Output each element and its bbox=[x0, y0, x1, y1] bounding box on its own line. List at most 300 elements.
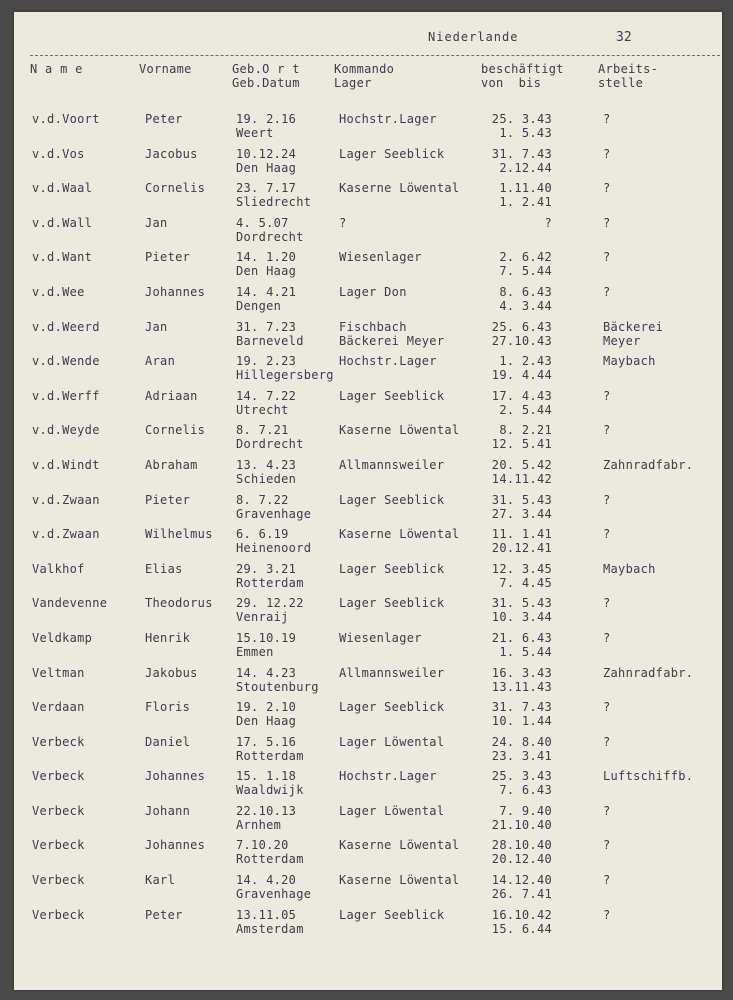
cell-camp-camp: Kaserne Löwental bbox=[339, 181, 460, 196]
cell-birth-info bbox=[236, 285, 296, 313]
cell-birth-info bbox=[236, 527, 311, 555]
cell-first-name-first: Johannes bbox=[145, 838, 206, 853]
cell-employment-dates-to: 7. 4.45 bbox=[499, 575, 552, 590]
cell-birth-info-birth-date: 14. 4.21 bbox=[236, 284, 297, 299]
cell-birth-info-birth-date: 10.12.24 bbox=[236, 146, 297, 161]
cell-birth-info-birth-place: Schieden bbox=[236, 471, 297, 486]
cell-workplace-work: ? bbox=[603, 423, 611, 438]
cell-workplace bbox=[603, 873, 611, 887]
cell-workplace-work: ? bbox=[603, 527, 611, 542]
cell-workplace bbox=[603, 838, 611, 852]
cell-employment-dates-to: 7. 6.43 bbox=[499, 783, 552, 798]
cell-birth-info-birth-date: 14. 4.20 bbox=[236, 873, 297, 888]
cell-birth-info-birth-date: 8. 7.21 bbox=[236, 423, 289, 438]
cell-camp-camp: Lager Seeblick bbox=[339, 146, 445, 161]
cell-birth-info-birth-place: Stoutenburg bbox=[236, 679, 319, 694]
cell-employment-dates-from: ? bbox=[544, 215, 552, 230]
cell-employment-dates-from: 16.10.42 bbox=[491, 907, 552, 922]
cell-workplace-work: ? bbox=[603, 700, 611, 715]
cell-birth-info-birth-place: Dordrecht bbox=[236, 229, 304, 244]
cell-birth-info-birth-place: Barneveld bbox=[236, 333, 304, 348]
cell-surname bbox=[32, 493, 100, 507]
table-row bbox=[0, 423, 733, 458]
cell-first-name bbox=[145, 216, 168, 230]
cell-employment-dates-from: 25. 3.43 bbox=[491, 769, 552, 784]
cell-first-name-first: Peter bbox=[145, 907, 183, 922]
table-row bbox=[0, 216, 733, 251]
cell-employment-dates-to: 4. 3.44 bbox=[499, 298, 552, 313]
cell-camp-camp: ? bbox=[339, 215, 347, 230]
cell-employment-dates bbox=[482, 562, 552, 590]
cell-workplace bbox=[603, 250, 611, 264]
cell-camp-camp: Allmannsweiler bbox=[339, 665, 445, 680]
cell-employment-dates-from: 14.12.40 bbox=[491, 873, 552, 888]
cell-birth-info bbox=[236, 147, 296, 175]
cell-first-name bbox=[145, 735, 190, 749]
cell-employment-dates-from: 28.10.40 bbox=[491, 838, 552, 853]
cell-employment-dates-to: 20.12.40 bbox=[491, 852, 552, 867]
cell-workplace-work: ? bbox=[603, 215, 611, 230]
cell-camp bbox=[339, 527, 459, 541]
cell-employment-dates-to: 10. 3.44 bbox=[491, 610, 552, 625]
column-header-first-name: Vorname bbox=[139, 62, 192, 76]
cell-birth-info-birth-place: Dordrecht bbox=[236, 437, 304, 452]
cell-birth-info bbox=[236, 769, 304, 797]
table-row bbox=[0, 181, 733, 216]
cell-camp-camp: Lager Seeblick bbox=[339, 492, 445, 507]
cell-workplace bbox=[603, 216, 611, 230]
cell-surname bbox=[32, 389, 100, 403]
cell-birth-info bbox=[236, 804, 296, 832]
cell-first-name-first: Pieter bbox=[145, 492, 191, 507]
cell-camp-camp: Lager Seeblick bbox=[339, 700, 445, 715]
cell-birth-info-birth-date: 6. 6.19 bbox=[236, 527, 289, 542]
cell-employment-dates-from: 12. 3.45 bbox=[491, 561, 552, 576]
cell-camp bbox=[339, 216, 347, 230]
cell-surname-name: v.d.Wall bbox=[32, 215, 93, 230]
cell-camp-camp: Kaserne Löwental bbox=[339, 527, 460, 542]
cell-employment-dates bbox=[482, 631, 552, 659]
cell-employment-dates bbox=[482, 423, 552, 451]
cell-employment-dates-to: 1. 2.41 bbox=[499, 195, 552, 210]
cell-birth-info-birth-place: Utrecht bbox=[236, 402, 289, 417]
cell-camp bbox=[339, 285, 407, 299]
cell-surname-name: Verbeck bbox=[32, 907, 85, 922]
cell-birth-info bbox=[236, 493, 311, 521]
cell-employment-dates-from: 8. 6.43 bbox=[499, 284, 552, 299]
cell-camp bbox=[339, 389, 444, 403]
cell-surname bbox=[32, 735, 85, 749]
cell-birth-info bbox=[236, 250, 296, 278]
cell-surname-name: v.d.Vos bbox=[32, 146, 85, 161]
cell-employment-dates-to: 1. 5.43 bbox=[499, 126, 552, 140]
cell-camp-camp: Lager Seeblick bbox=[339, 388, 445, 403]
cell-first-name-first: Daniel bbox=[145, 734, 191, 749]
cell-first-name bbox=[145, 147, 198, 161]
cell-surname bbox=[32, 769, 85, 783]
cell-first-name bbox=[145, 908, 183, 922]
cell-first-name-first: Pieter bbox=[145, 250, 191, 265]
cell-birth-info bbox=[236, 320, 304, 348]
cell-camp bbox=[339, 320, 444, 348]
cell-workplace-work: ? bbox=[603, 838, 611, 853]
cell-camp-camp: Wiesenlager bbox=[339, 630, 422, 645]
cell-birth-info bbox=[236, 838, 304, 866]
cell-camp bbox=[339, 147, 444, 161]
cell-birth-info-birth-place: Rotterdam bbox=[236, 575, 304, 590]
cell-employment-dates-from: 7. 9.40 bbox=[499, 803, 552, 818]
cell-first-name-first: Wilhelmus bbox=[145, 527, 213, 542]
table-row bbox=[0, 908, 733, 943]
cell-employment-dates bbox=[482, 735, 552, 763]
cell-employment-dates-to: 2.12.44 bbox=[499, 160, 552, 175]
cell-employment-dates bbox=[482, 320, 552, 348]
cell-birth-info bbox=[236, 666, 319, 694]
cell-surname bbox=[32, 147, 85, 161]
header-divider bbox=[30, 55, 720, 56]
cell-camp-camp: Lager Seeblick bbox=[339, 596, 445, 611]
cell-surname bbox=[32, 320, 100, 334]
cell-camp-camp: Kaserne Löwental bbox=[339, 838, 460, 853]
cell-surname bbox=[32, 285, 85, 299]
cell-surname bbox=[32, 596, 107, 610]
cell-workplace bbox=[603, 493, 611, 507]
cell-first-name bbox=[145, 666, 198, 680]
cell-first-name-first: Cornelis bbox=[145, 181, 206, 196]
cell-first-name bbox=[145, 769, 205, 783]
cell-employment-dates-from: 1. 2.43 bbox=[499, 354, 552, 369]
cell-employment-dates bbox=[482, 181, 552, 209]
cell-camp bbox=[339, 908, 444, 922]
cell-birth-info-birth-place: Venraij bbox=[236, 610, 289, 625]
cell-first-name-first: Jacobus bbox=[145, 146, 198, 161]
cell-camp bbox=[339, 769, 437, 783]
table-row bbox=[0, 631, 733, 666]
cell-workplace bbox=[603, 354, 656, 368]
cell-camp-camp: Lager Löwental bbox=[339, 803, 445, 818]
cell-workplace bbox=[603, 181, 611, 195]
cell-employment-dates-to: 13.11.43 bbox=[491, 679, 552, 694]
cell-employment-dates-from: 20. 5.42 bbox=[491, 457, 552, 472]
cell-surname-name: v.d.Wende bbox=[32, 354, 100, 369]
cell-employment-dates-to: 12. 5.41 bbox=[491, 437, 552, 452]
column-header-name: N a m e bbox=[30, 62, 83, 76]
cell-surname-name: Verbeck bbox=[32, 734, 85, 749]
cell-surname bbox=[32, 181, 92, 195]
cell-birth-info bbox=[236, 423, 304, 451]
cell-surname bbox=[32, 423, 100, 437]
cell-employment-dates-to: 15. 6.44 bbox=[491, 921, 552, 936]
cell-workplace-work: ? bbox=[603, 112, 611, 126]
cell-employment-dates-to: 19. 4.44 bbox=[491, 368, 552, 383]
cell-surname bbox=[32, 216, 92, 230]
cell-workplace-work: ? bbox=[603, 181, 611, 196]
cell-birth-info bbox=[236, 354, 334, 382]
cell-camp bbox=[339, 631, 422, 645]
cell-employment-dates-to: 27.10.43 bbox=[491, 333, 552, 348]
cell-surname-name: Verbeck bbox=[32, 873, 85, 888]
table-row bbox=[0, 838, 733, 873]
cell-workplace bbox=[603, 423, 611, 437]
cell-first-name bbox=[145, 631, 190, 645]
cell-employment-dates-from: 2. 6.42 bbox=[499, 250, 552, 265]
cell-workplace-work: ? bbox=[603, 284, 611, 299]
cell-camp bbox=[339, 700, 444, 714]
cell-surname-name: v.d.Zwaan bbox=[32, 527, 100, 542]
cell-surname-name: Verbeck bbox=[32, 769, 85, 784]
cell-camp-camp: Lager Seeblick bbox=[339, 561, 445, 576]
cell-birth-info-birth-date: 19. 2.16 bbox=[236, 112, 297, 126]
cell-birth-info-birth-date: 17. 5.16 bbox=[236, 734, 297, 749]
cell-camp-camp: Kaserne Löwental bbox=[339, 873, 460, 888]
cell-birth-info bbox=[236, 458, 296, 486]
cell-first-name-first: Johann bbox=[145, 803, 191, 818]
cell-first-name-first: Floris bbox=[145, 700, 191, 715]
cell-workplace-work: Maybach bbox=[603, 561, 656, 576]
cell-employment-dates bbox=[482, 493, 552, 521]
cell-birth-info bbox=[236, 873, 311, 901]
cell-employment-dates-from: 25. 6.43 bbox=[491, 319, 552, 334]
cell-employment-dates-to: 2. 5.44 bbox=[499, 402, 552, 417]
table-row bbox=[0, 112, 733, 147]
cell-employment-dates bbox=[482, 769, 552, 797]
cell-employment-dates-from: 8. 2.21 bbox=[499, 423, 552, 438]
cell-birth-info-birth-place: Den Haag bbox=[236, 264, 297, 279]
cell-birth-info-birth-date: 13. 4.23 bbox=[236, 457, 297, 472]
cell-first-name-first: Karl bbox=[145, 873, 176, 888]
cell-surname-name: Verbeck bbox=[32, 838, 85, 853]
cell-employment-dates-from: 31. 7.43 bbox=[491, 146, 552, 161]
cell-employment-dates-from: 31. 5.43 bbox=[491, 596, 552, 611]
cell-first-name bbox=[145, 804, 190, 818]
cell-first-name-first: Cornelis bbox=[145, 423, 206, 438]
cell-first-name bbox=[145, 562, 183, 576]
cell-employment-dates bbox=[482, 216, 552, 230]
cell-camp-camp: Kaserne Löwental bbox=[339, 423, 460, 438]
cell-workplace-work: ? bbox=[603, 803, 611, 818]
cell-first-name bbox=[145, 700, 190, 714]
cell-camp-camp: Wiesenlager bbox=[339, 250, 422, 265]
cell-employment-dates bbox=[482, 112, 552, 140]
cell-first-name-first: Aran bbox=[145, 354, 176, 369]
cell-surname-name: Valkhof bbox=[32, 561, 85, 576]
cell-workplace bbox=[603, 147, 611, 161]
cell-first-name-first: Johannes bbox=[145, 769, 206, 784]
cell-birth-info-birth-date: 7.10.20 bbox=[236, 838, 289, 853]
cell-first-name bbox=[145, 112, 183, 126]
cell-birth-info-birth-date: 29. 3.21 bbox=[236, 561, 297, 576]
cell-camp bbox=[339, 112, 437, 126]
cell-first-name bbox=[145, 250, 190, 264]
cell-employment-dates-from: 24. 8.40 bbox=[491, 734, 552, 749]
cell-workplace-work: ? bbox=[603, 734, 611, 749]
cell-workplace bbox=[603, 700, 611, 714]
cell-first-name bbox=[145, 320, 168, 334]
cell-birth-info bbox=[236, 596, 304, 624]
cell-birth-info-birth-place: Rotterdam bbox=[236, 852, 304, 867]
cell-birth-info-birth-place: Sliedrecht bbox=[236, 195, 312, 210]
cell-camp bbox=[339, 250, 422, 264]
cell-surname-name: Veltman bbox=[32, 665, 85, 680]
cell-surname-name: v.d.Wee bbox=[32, 284, 85, 299]
table-row bbox=[0, 285, 733, 320]
cell-camp bbox=[339, 838, 459, 852]
table-row bbox=[0, 804, 733, 839]
cell-employment-dates-to: 1. 5.44 bbox=[499, 644, 552, 659]
table-row bbox=[0, 458, 733, 493]
cell-workplace-work: Luftschiffb. bbox=[603, 769, 694, 784]
column-header-employed: beschäftigt von bis bbox=[481, 62, 564, 90]
cell-employment-dates-from: 25. 3.43 bbox=[491, 112, 552, 126]
cell-workplace-work: ? bbox=[603, 250, 611, 265]
cell-birth-info-birth-date: 19. 2.23 bbox=[236, 354, 297, 369]
cell-first-name-first: Jakobus bbox=[145, 665, 198, 680]
table-row bbox=[0, 735, 733, 770]
cell-camp-camp: Allmannsweiler bbox=[339, 457, 445, 472]
cell-workplace bbox=[603, 631, 611, 645]
cell-workplace-work: ? bbox=[603, 146, 611, 161]
cell-camp bbox=[339, 181, 459, 195]
cell-workplace bbox=[603, 769, 693, 783]
cell-first-name bbox=[145, 354, 175, 368]
cell-first-name bbox=[145, 458, 198, 472]
cell-surname-name: v.d.Voort bbox=[32, 112, 100, 126]
column-header-birth: Geb.O r t Geb.Datum bbox=[232, 62, 300, 90]
cell-workplace-work: Zahnradfabr. bbox=[603, 457, 694, 472]
cell-workplace-work: ? bbox=[603, 596, 611, 611]
cell-camp bbox=[339, 493, 444, 507]
cell-employment-dates-to: 27. 3.44 bbox=[491, 506, 552, 521]
cell-birth-info-birth-date: 22.10.13 bbox=[236, 803, 297, 818]
cell-surname bbox=[32, 250, 92, 264]
cell-employment-dates bbox=[482, 804, 552, 832]
table-row bbox=[0, 493, 733, 528]
cell-employment-dates bbox=[482, 389, 552, 417]
cell-camp-camp: Hochstr.Lager bbox=[339, 354, 437, 369]
cell-birth-info-birth-place: Den Haag bbox=[236, 714, 297, 729]
cell-first-name bbox=[145, 527, 213, 541]
cell-camp bbox=[339, 666, 444, 680]
cell-birth-info bbox=[236, 389, 296, 417]
cell-workplace bbox=[603, 285, 611, 299]
cell-surname-name: v.d.Weyde bbox=[32, 423, 100, 438]
cell-birth-info-birth-place: Gravenhage bbox=[236, 887, 312, 902]
column-header-workplace: Arbeits- stelle bbox=[598, 62, 659, 90]
page-number: 32 bbox=[616, 30, 632, 45]
cell-first-name bbox=[145, 838, 205, 852]
cell-employment-dates bbox=[482, 666, 552, 694]
cell-camp bbox=[339, 458, 444, 472]
cell-workplace bbox=[603, 458, 693, 472]
cell-birth-info-birth-place: Heinenoord bbox=[236, 541, 312, 556]
cell-birth-info bbox=[236, 181, 311, 209]
cell-birth-info-birth-date: 13.11.05 bbox=[236, 907, 297, 922]
cell-employment-dates-to: 23. 3.41 bbox=[491, 748, 552, 763]
cell-birth-info-birth-date: 15.10.19 bbox=[236, 630, 297, 645]
cell-birth-info-birth-date: 15. 1.18 bbox=[236, 769, 297, 784]
cell-employment-dates-from: 17. 4.43 bbox=[491, 388, 552, 403]
cell-camp bbox=[339, 804, 444, 818]
cell-surname bbox=[32, 804, 85, 818]
cell-workplace bbox=[603, 908, 611, 922]
cell-workplace bbox=[603, 320, 663, 348]
cell-surname-name: v.d.Zwaan bbox=[32, 492, 100, 507]
cell-employment-dates bbox=[482, 700, 552, 728]
cell-birth-info bbox=[236, 112, 296, 140]
cell-camp-camp: Hochstr.Lager bbox=[339, 112, 437, 126]
cell-workplace bbox=[603, 389, 611, 403]
column-header-camp: Kommando Lager bbox=[334, 62, 395, 90]
cell-birth-info-birth-place: Waaldwijk bbox=[236, 783, 304, 798]
cell-first-name-first: Theodorus bbox=[145, 596, 213, 611]
cell-camp-camp: Lager Don bbox=[339, 284, 407, 299]
cell-surname bbox=[32, 354, 100, 368]
cell-workplace-work: ? bbox=[603, 388, 611, 403]
cell-employment-dates-to: 26. 7.41 bbox=[491, 887, 552, 902]
cell-first-name bbox=[145, 389, 198, 403]
cell-employment-dates bbox=[482, 458, 552, 486]
cell-surname bbox=[32, 527, 100, 541]
cell-surname bbox=[32, 700, 85, 714]
cell-birth-info-birth-place: Amsterdam bbox=[236, 921, 304, 936]
cell-employment-dates bbox=[482, 147, 552, 175]
cell-workplace-work: ? bbox=[603, 630, 611, 645]
cell-first-name bbox=[145, 873, 175, 887]
cell-employment-dates-to: 10. 1.44 bbox=[491, 714, 552, 729]
cell-first-name-first: Adriaan bbox=[145, 388, 198, 403]
cell-employment-dates bbox=[482, 838, 552, 866]
cell-birth-info-birth-place: Hillegersberg bbox=[236, 368, 334, 383]
cell-camp-camp: Lager Seeblick bbox=[339, 907, 445, 922]
table-row bbox=[0, 562, 733, 597]
cell-birth-info bbox=[236, 700, 296, 728]
table-row bbox=[0, 700, 733, 735]
cell-birth-info-birth-place: Den Haag bbox=[236, 160, 297, 175]
cell-surname-name: v.d.Windt bbox=[32, 457, 100, 472]
cell-workplace-work2: Meyer bbox=[603, 333, 641, 348]
cell-birth-info-birth-date: 29. 12.22 bbox=[236, 596, 304, 611]
cell-birth-info-birth-date: 23. 7.17 bbox=[236, 181, 297, 196]
cell-workplace-work: Maybach bbox=[603, 354, 656, 369]
cell-camp-camp: Fischbach bbox=[339, 319, 407, 334]
cell-employment-dates bbox=[482, 354, 552, 382]
cell-first-name-first: Elias bbox=[145, 561, 183, 576]
cell-camp bbox=[339, 735, 444, 749]
cell-employment-dates-to: 7. 5.44 bbox=[499, 264, 552, 279]
cell-surname-name: Veldkamp bbox=[32, 630, 93, 645]
cell-surname-name: v.d.Werff bbox=[32, 388, 100, 403]
cell-surname bbox=[32, 873, 85, 887]
cell-surname bbox=[32, 112, 100, 126]
cell-surname bbox=[32, 631, 92, 645]
cell-camp-camp: Hochstr.Lager bbox=[339, 769, 437, 784]
cell-employment-dates-from: 31. 5.43 bbox=[491, 492, 552, 507]
cell-surname bbox=[32, 908, 85, 922]
cell-first-name-first: Abraham bbox=[145, 457, 198, 472]
cell-workplace-work: ? bbox=[603, 492, 611, 507]
cell-workplace bbox=[603, 666, 693, 680]
cell-birth-info-birth-place: Arnhem bbox=[236, 817, 282, 832]
cell-workplace bbox=[603, 562, 656, 576]
cell-employment-dates-from: 11. 1.41 bbox=[491, 527, 552, 542]
cell-birth-info bbox=[236, 908, 304, 936]
cell-employment-dates bbox=[482, 596, 552, 624]
cell-birth-info bbox=[236, 562, 304, 590]
cell-birth-info-birth-date: 14. 4.23 bbox=[236, 665, 297, 680]
cell-employment-dates bbox=[482, 908, 552, 936]
cell-camp bbox=[339, 596, 444, 610]
cell-birth-info bbox=[236, 735, 304, 763]
